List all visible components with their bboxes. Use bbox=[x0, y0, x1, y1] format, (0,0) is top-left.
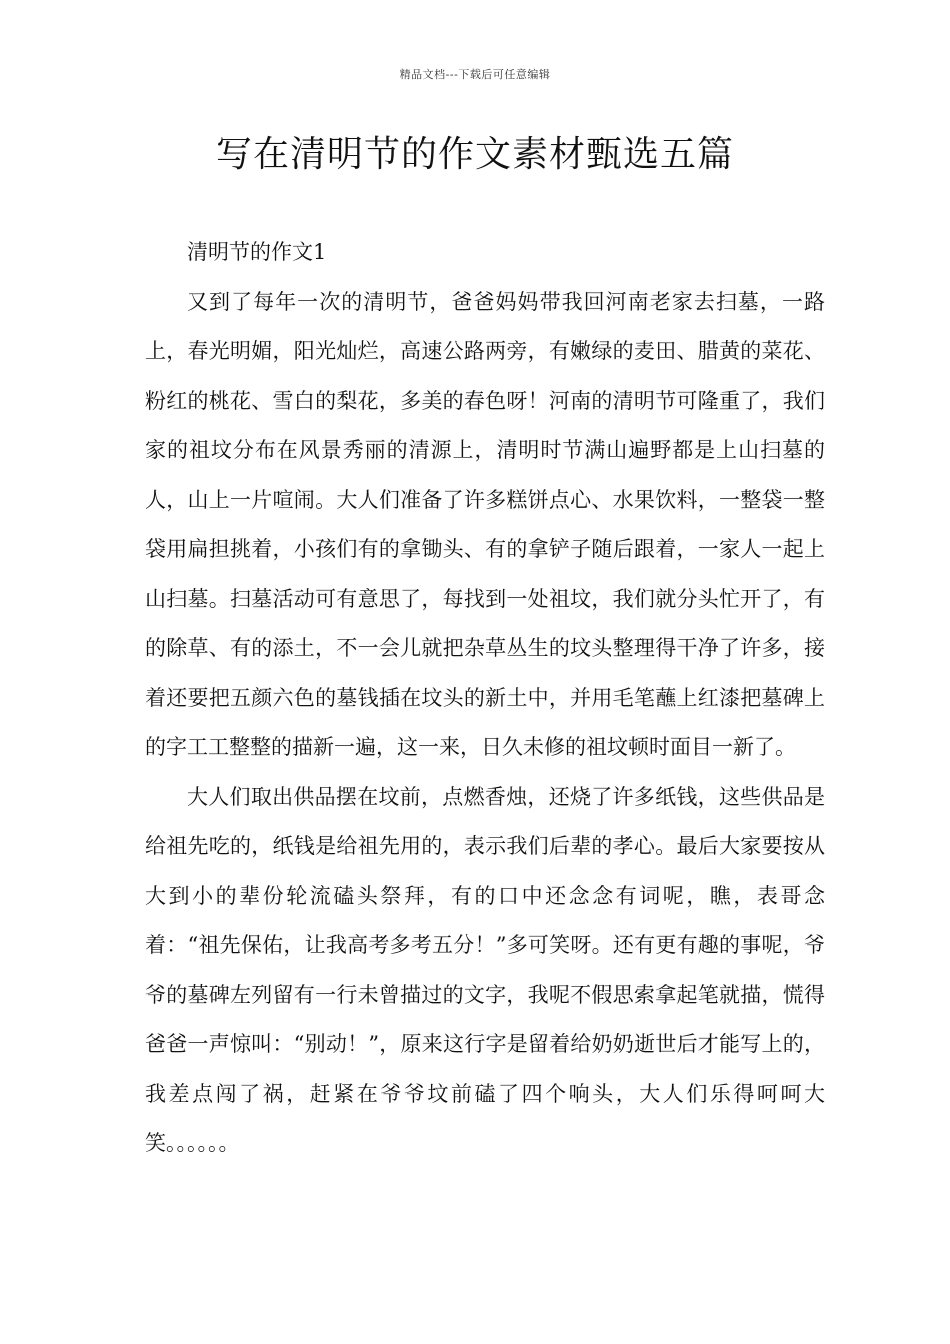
section-heading: 清明节的作文1 bbox=[187, 240, 327, 264]
document-title: 写在清明节的作文素材甄选五篇 bbox=[215, 134, 734, 175]
paragraph: 又到了每年一次的清明节，爸爸妈妈带我回河南老家去扫墓，一路上，春光明媚，阳光灿烂，高速公路两旁，有嫩绿的麦田、腊黄的菜花、粉红的桃花、雪白的梨花，多美的春色呀！河南的清明节可隆重了，我们家的祖坟分布在风景秀丽的清源上，清明时节满山遍野都是上山扫墓的人，山上一片喧闹。大人们准备了许多糕饼点心、水果饮料，一整袋一整袋用扁担挑着，小孩们有的拿锄头、有的拿铲子随后跟着，一家人一起上山扫墓。扫墓活动可有意思了，每找到一处祖坟，我们就分头忙开了，有的除草、有的添土，不一会儿就把杂草丛生的坟头整理得干净了许多，接着还要把五颜六色的墓钱插在坟头的新土中，并用毛笔蘸上红漆把墓碑上的字工工整整的描新一遍，这一来，日久未修的祖坟顿时面目一新了。 bbox=[145, 289, 825, 759]
paragraph: 大人们取出供品摆在坟前，点燃香烛，还烧了许多纸钱，这些供品是给祖先吃的，纸钱是给祖先用的，表示我们后辈的孝心。最后大家要按从大到小的辈份轮流磕头祭拜，有的口中还念念有词呢，瞧，表哥念着：“祖先保佑，让我高考多考五分！”多可笑呀。还有更有趣的事呢，爷爷的墓碑左列留有一行未曾描过的文字，我呢不假思索拿起笔就描，慌得爸爸一声惊叫：“别动！”，原来这行字是留着给奶奶逝世后才能写上的，我差点闯了祸，赶紧在爷爷坟前磕了四个响头，大人们乐得呵呵大笑。。。。。。 bbox=[145, 784, 825, 1155]
header-note: 精品文档---下载后可任意编辑 bbox=[399, 68, 551, 81]
document-body bbox=[145, 228, 825, 1169]
